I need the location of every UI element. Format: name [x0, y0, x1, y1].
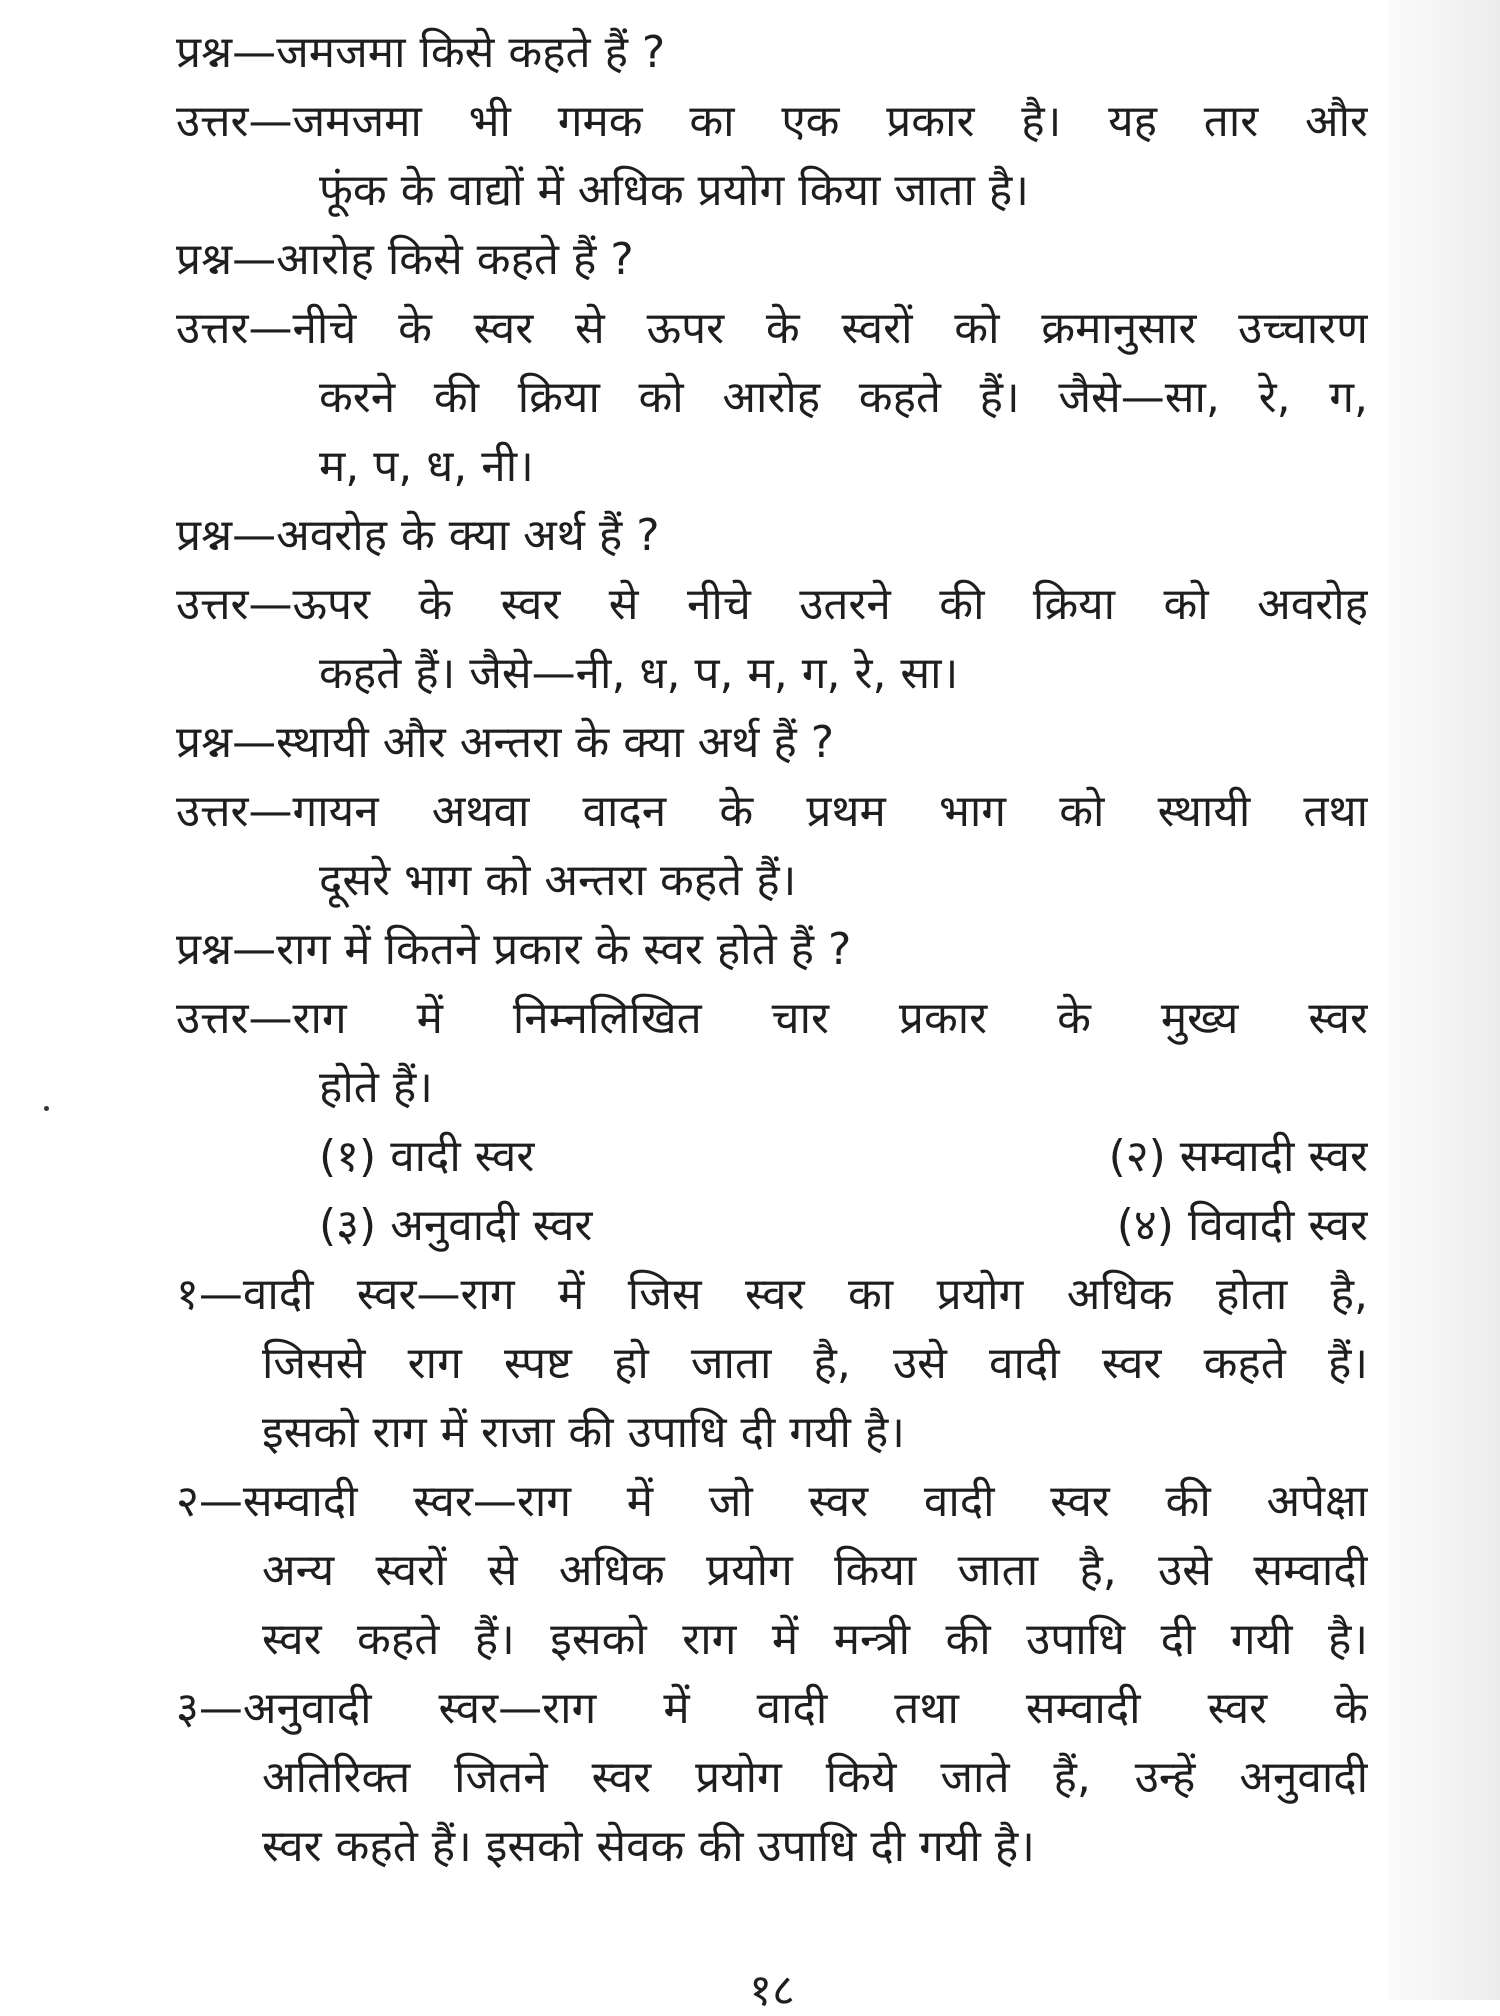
answer-sthayi-antara-line-2: दूसरे भाग को अन्तरा कहते हैं।: [319, 855, 797, 906]
svar-type-samvadi: (२) सम्वादी स्वर: [1108, 1131, 1368, 1182]
answer-svar-prakar-line-2: होते हैं।: [319, 1062, 433, 1113]
question-aroh: प्रश्न—आरोह किसे कहते हैं ?: [176, 234, 634, 285]
answer-aroh-line-1: उत्तर—नीचे के स्वर से ऊपर के स्वरों को क्रमानुसार उच्चारण: [176, 303, 1368, 354]
answer-sthayi-antara-line-1: उत्तर—गायन अथवा वादन के प्रथम भाग को स्थायी तथा: [176, 786, 1368, 837]
answer-aroh-line-3: म, प, ध, नी।: [319, 441, 534, 492]
svar-type-anuvadi: (३) अनुवादी स्वर: [319, 1200, 593, 1251]
svar-types-row-1: [176, 1122, 1368, 1191]
question-svar-prakar: प्रश्न—राग में कितने प्रकार के स्वर होते हैं ?: [176, 924, 852, 975]
definition-anuvadi-line-3: स्वर कहते हैं। इसको सेवक की उपाधि दी गयी है।: [262, 1821, 1035, 1872]
scan-edge-shadow: [1388, 0, 1500, 2000]
definition-samvadi-line-3: स्वर कहते हैं। इसको राग में मन्त्री की उपाधि दी गयी है।: [262, 1614, 1368, 1665]
question-sthayi-antara: प्रश्न—स्थायी और अन्तरा के क्या अर्थ हैं ?: [176, 717, 835, 768]
definition-samvadi-line-2: अन्य स्वरों से अधिक प्रयोग किया जाता है, उसे सम्वादी: [262, 1545, 1368, 1596]
definition-anuvadi-line-1: ३—अनुवादी स्वर—राग में वादी तथा सम्वादी स्वर के: [176, 1683, 1368, 1734]
answer-svar-prakar-line-1: उत्तर—राग में निम्नलिखित चार प्रकार के मुख्य स्वर: [176, 993, 1368, 1044]
scan-speck: [44, 1106, 49, 1111]
question-avaroh: प्रश्न—अवरोह के क्या अर्थ हैं ?: [176, 510, 660, 561]
answer-avaroh-line-2: कहते हैं। जैसे—नी, ध, प, म, ग, रे, सा।: [319, 648, 959, 699]
answer-jamjama-line-2: फूंक के वाद्यों में अधिक प्रयोग किया जाता है।: [319, 165, 1029, 216]
question-jamjama: प्रश्न—जमजमा किसे कहते हैं ?: [176, 27, 666, 78]
svar-types-row-2: [176, 1191, 1368, 1260]
definition-vadi-line-3: इसको राग में राजा की उपाधि दी गयी है।: [262, 1407, 905, 1458]
svar-type-vivadi: (४) विवादी स्वर: [1116, 1200, 1368, 1251]
svar-type-vadi: (१) वादी स्वर: [319, 1131, 535, 1182]
definition-vadi-line-1: १—वादी स्वर—राग में जिस स्वर का प्रयोग अधिक होता है,: [176, 1269, 1368, 1320]
definition-anuvadi-line-2: अतिरिक्त जितने स्वर प्रयोग किये जाते हैं, उन्हें अनुवादी: [262, 1752, 1368, 1803]
answer-avaroh-line-1: उत्तर—ऊपर के स्वर से नीचे उतरने की क्रिया को अवरोह: [176, 579, 1368, 630]
page-number: १८: [749, 1965, 795, 2016]
definition-samvadi-line-1: २—सम्वादी स्वर—राग में जो स्वर वादी स्वर की अपेक्षा: [176, 1476, 1368, 1527]
answer-aroh-line-2: करने की क्रिया को आरोह कहते हैं। जैसे—सा, रे, ग,: [319, 372, 1368, 423]
definition-vadi-line-2: जिससे राग स्पष्ट हो जाता है, उसे वादी स्वर कहते हैं।: [262, 1338, 1368, 1389]
book-page: [176, 18, 1368, 2016]
answer-jamjama-line-1: उत्तर—जमजमा भी गमक का एक प्रकार है। यह तार और: [176, 96, 1368, 147]
